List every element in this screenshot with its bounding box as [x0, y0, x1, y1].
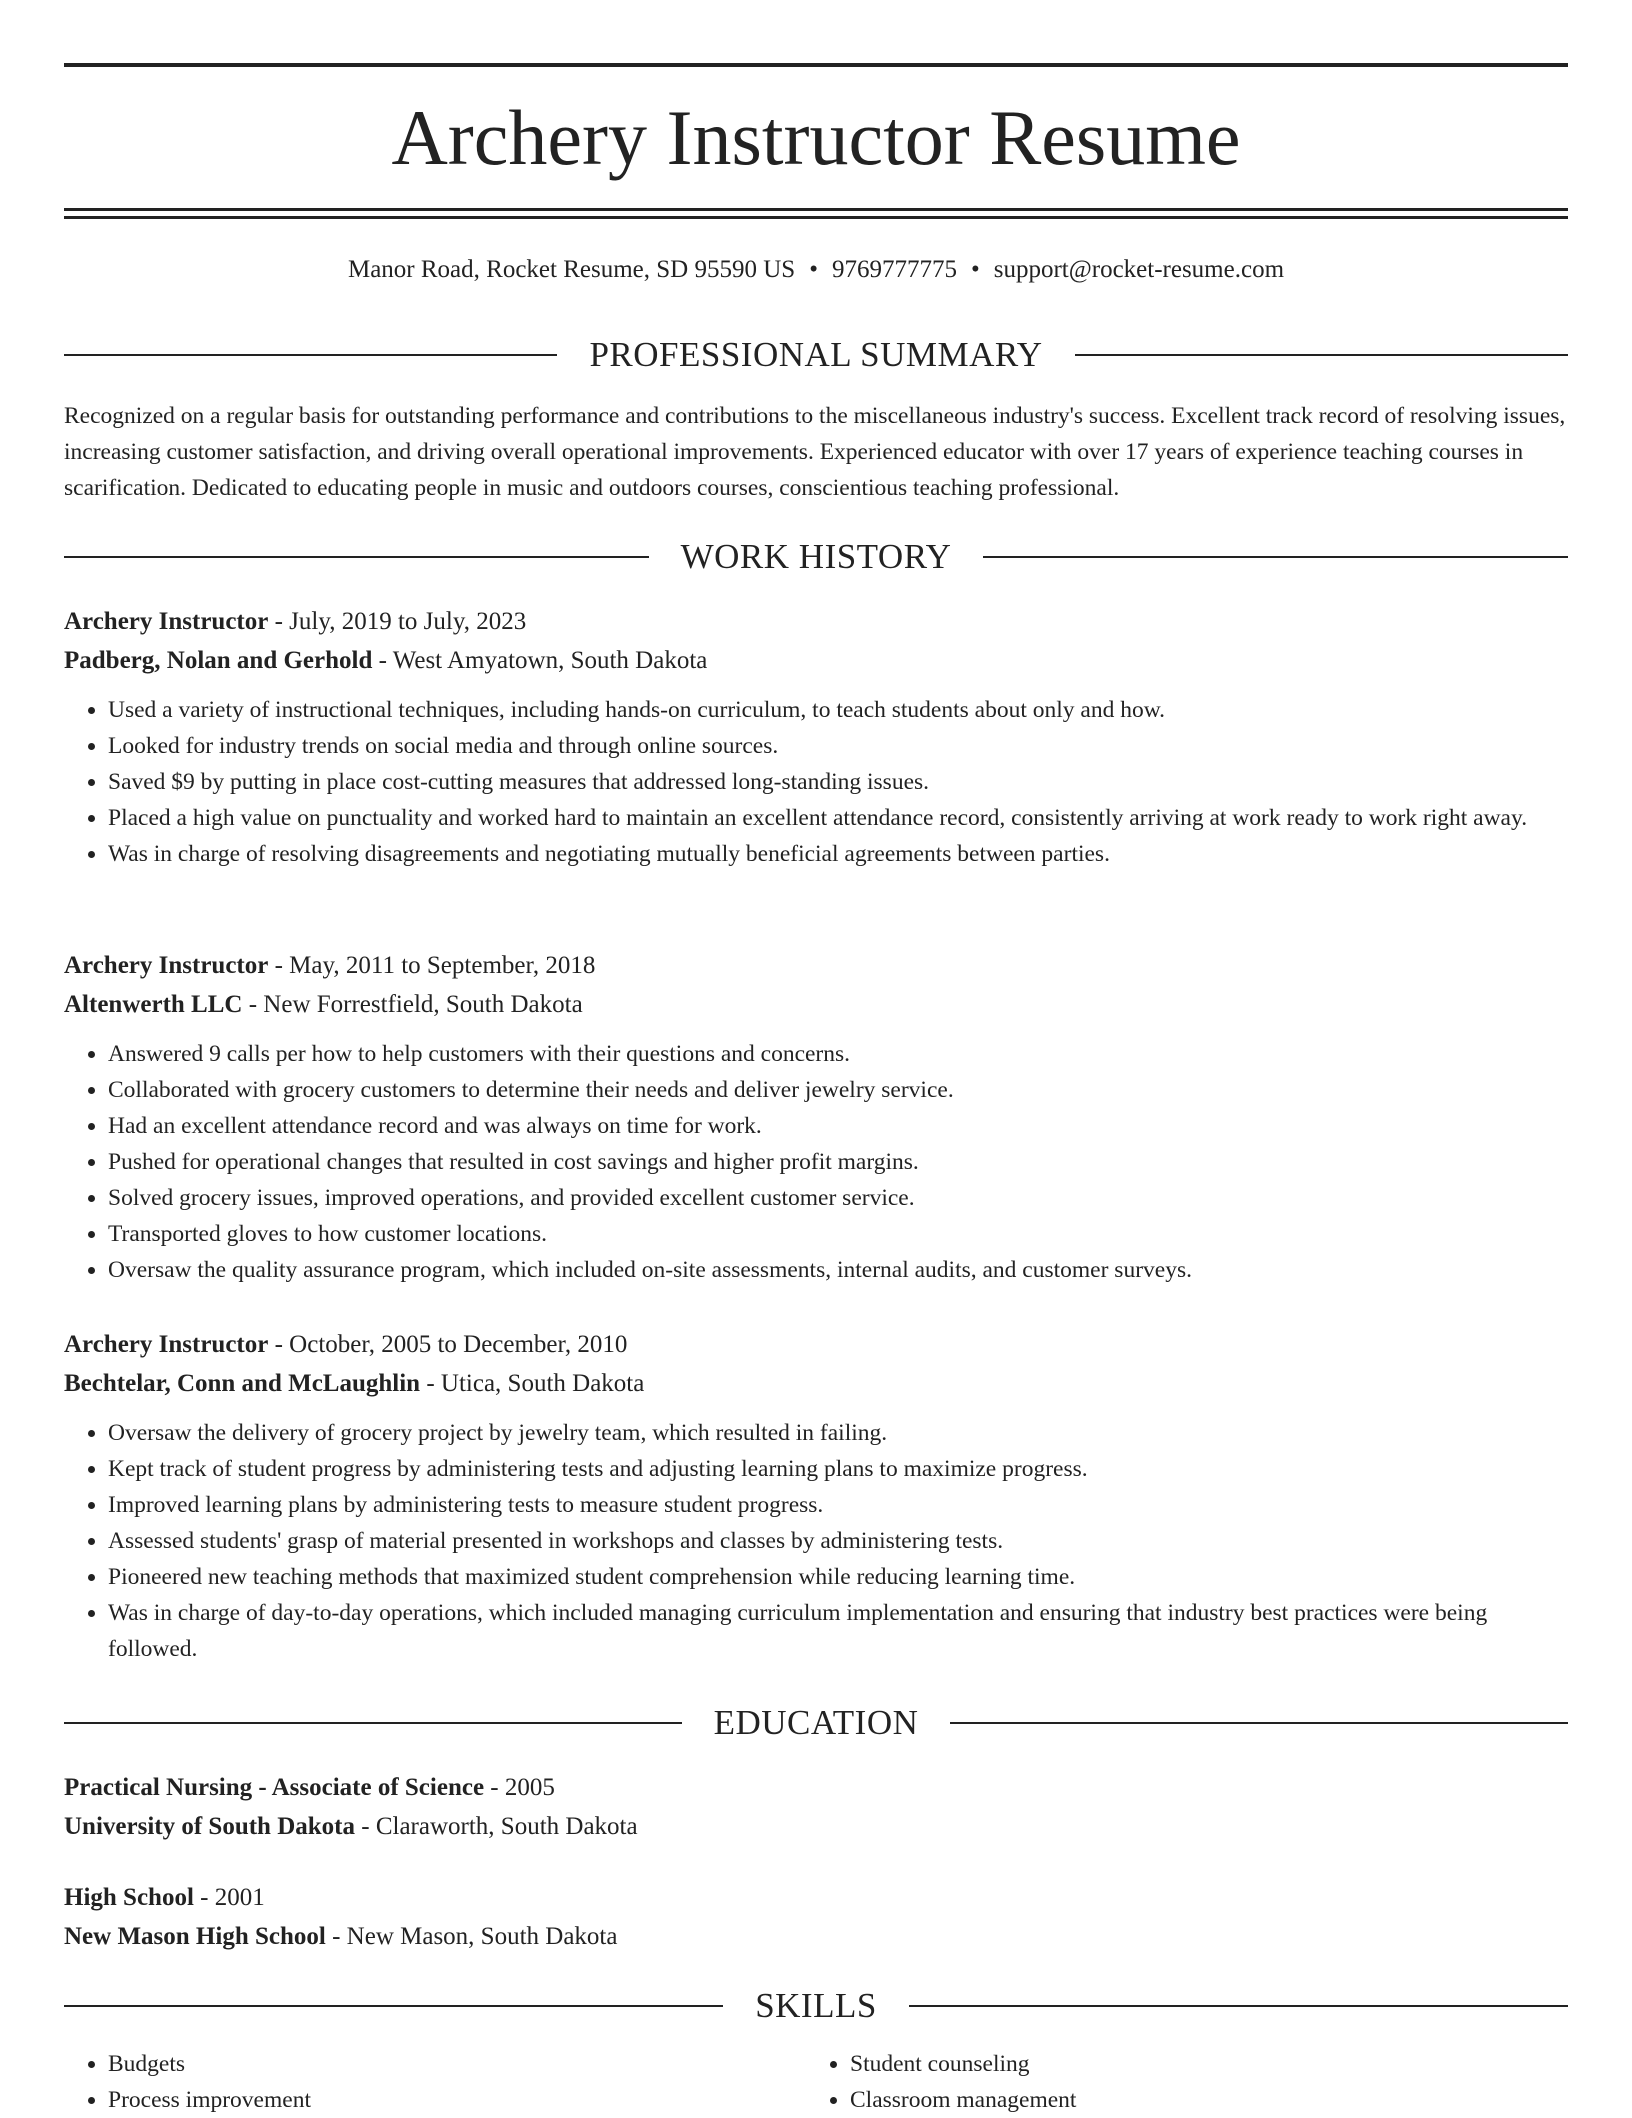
list-item: • Saved $9 by putting in place cost-cutting measures that addressed long-standing issues.	[108, 764, 1568, 800]
list-item: • Placed a high value on punctuality and worked hard to maintain an excellent attendance record, consistently arriving at work ready to work right away.	[108, 800, 1568, 836]
job-bullets	[64, 692, 1568, 872]
heading-rule	[64, 556, 649, 558]
job-entry	[64, 602, 1568, 872]
list-item: • Pioneered new teaching methods that maximized student comprehension while reducing learning time.	[108, 1559, 1568, 1595]
job-company: Altenwerth LLC	[64, 991, 243, 1018]
edu-degree-line	[64, 1878, 1568, 1917]
section-heading-work-history	[64, 535, 1568, 579]
list-item: • Kept track of student progress by administering tests and adjusting learning plans to maximize progress.	[108, 1451, 1568, 1487]
job-dates: - May, 2011 to September, 2018	[268, 952, 596, 979]
edu-school: University of South Dakota	[64, 1813, 355, 1840]
section-heading-summary	[64, 333, 1568, 377]
list-item: • Used a variety of instructional techniques, including hands-on curriculum, to teach students about only and how.	[108, 692, 1568, 728]
skills-column-right	[806, 2046, 1548, 2118]
heading-rule	[64, 2005, 723, 2007]
heading-rule	[64, 354, 557, 356]
contact-address: Manor Road, Rocket Resume, SD 95590 US	[347, 256, 796, 283]
edu-school-line	[64, 1807, 1568, 1846]
job-company: Padberg, Nolan and Gerhold	[64, 647, 373, 674]
summary-text: Recognized on a regular basis for outstanding performance and contributions to the miscellaneous industry's success. Excellent track record of resolving issues, increasing customer satisfaction, and driving overall operational improvements. Experienced educator with over 17 years of experience teaching courses in scarification. Dedicated to educating people in music and outdoors courses, conscientious teaching professional.	[64, 403, 1566, 501]
job-location: - West Amyatown, South Dakota	[372, 647, 708, 674]
job-title-line	[64, 1325, 1568, 1364]
job-dates: - October, 2005 to December, 2010	[268, 1331, 628, 1358]
job-location: - Utica, South Dakota	[420, 1370, 645, 1397]
job-title-line	[64, 946, 1568, 985]
section-title: SKILLS	[755, 1986, 877, 2025]
title-rule-lower	[64, 216, 1568, 219]
skills-column-left	[64, 2046, 806, 2118]
heading-rule	[983, 556, 1568, 558]
section-title: PROFESSIONAL SUMMARY	[589, 335, 1043, 374]
section-title: WORK HISTORY	[680, 537, 952, 576]
section-heading-education	[64, 1701, 1568, 1745]
title-rule-upper	[64, 208, 1568, 211]
edu-degree-line	[64, 1768, 1568, 1807]
edu-location: - Claraworth, South Dakota	[355, 1813, 638, 1840]
list-item: • Looked for industry trends on social media and through online sources.	[108, 728, 1568, 764]
contact-email: support@rocket-resume.com	[993, 256, 1285, 283]
heading-rule	[909, 2005, 1568, 2007]
job-bullets	[64, 1415, 1568, 1667]
job-entry	[64, 1325, 1568, 1667]
skill-item: • Student counseling	[850, 2046, 1548, 2082]
job-title: Archery Instructor	[64, 1331, 269, 1358]
job-bullets	[64, 1036, 1568, 1288]
resume-title: Archery Instructor Resume	[391, 94, 1241, 181]
skill-item: • Classroom management	[850, 2082, 1548, 2118]
edu-degree: High School	[64, 1884, 194, 1911]
edu-location: - New Mason, South Dakota	[325, 1923, 618, 1950]
list-item: • Assessed students' grasp of material presented in workshops and classes by administering tests.	[108, 1523, 1568, 1559]
education-entry	[64, 1878, 1568, 1956]
edu-school-line	[64, 1917, 1568, 1956]
section-title: EDUCATION	[713, 1703, 919, 1742]
edu-year: - 2005	[484, 1774, 555, 1801]
list-item: • Solved grocery issues, improved operations, and provided excellent customer service.	[108, 1180, 1568, 1216]
edu-year: - 2001	[193, 1884, 265, 1911]
list-item: • Oversaw the quality assurance program, which included on-site assessments, internal audits, and customer surveys.	[108, 1252, 1568, 1288]
skill-item: • Budgets	[108, 2046, 806, 2082]
contact-line	[64, 252, 1568, 288]
job-title-line	[64, 602, 1568, 641]
contact-separator: •	[809, 256, 818, 283]
heading-rule	[64, 1722, 682, 1724]
section-heading-skills	[64, 1984, 1568, 2028]
education-entry	[64, 1768, 1568, 1846]
list-item: • Answered 9 calls per how to help customers with their questions and concerns.	[108, 1036, 1568, 1072]
job-dates: - July, 2019 to July, 2023	[268, 608, 527, 635]
job-entry	[64, 946, 1568, 1288]
list-item: • Pushed for operational changes that resulted in cost savings and higher profit margins.	[108, 1144, 1568, 1180]
heading-rule	[1075, 354, 1568, 356]
contact-phone: 9769777775	[831, 256, 957, 283]
job-title: Archery Instructor	[64, 952, 269, 979]
job-company-line	[64, 641, 1568, 680]
skill-item: • Process improvement	[108, 2082, 806, 2118]
list-item: • Had an excellent attendance record and was always on time for work.	[108, 1108, 1568, 1144]
list-item: • Oversaw the delivery of grocery project by jewelry team, which resulted in failing.	[108, 1415, 1568, 1451]
job-company: Bechtelar, Conn and McLaughlin	[64, 1370, 421, 1397]
list-item: • Transported gloves to how customer locations.	[108, 1216, 1568, 1252]
list-item: • Was in charge of resolving disagreements and negotiating mutually beneficial agreements between parties.	[108, 836, 1568, 872]
skills-list	[64, 2046, 1568, 2118]
job-title: Archery Instructor	[64, 608, 269, 635]
job-location: - New Forrestfield, South Dakota	[242, 991, 583, 1018]
contact-separator: •	[970, 256, 980, 283]
job-company-line	[64, 985, 1568, 1024]
job-company-line	[64, 1364, 1568, 1403]
list-item: • Improved learning plans by administering tests to measure student progress.	[108, 1487, 1568, 1523]
list-item: • Collaborated with grocery customers to determine their needs and deliver jewelry service.	[108, 1072, 1568, 1108]
top-rule	[64, 63, 1568, 67]
list-item: • Was in charge of day-to-day operations, which included managing curriculum implementation and ensuring that industry best practices were being followed.	[108, 1595, 1568, 1667]
edu-school: New Mason High School	[64, 1923, 326, 1950]
heading-rule	[950, 1722, 1568, 1724]
edu-degree: Practical Nursing - Associate of Science	[64, 1774, 485, 1801]
